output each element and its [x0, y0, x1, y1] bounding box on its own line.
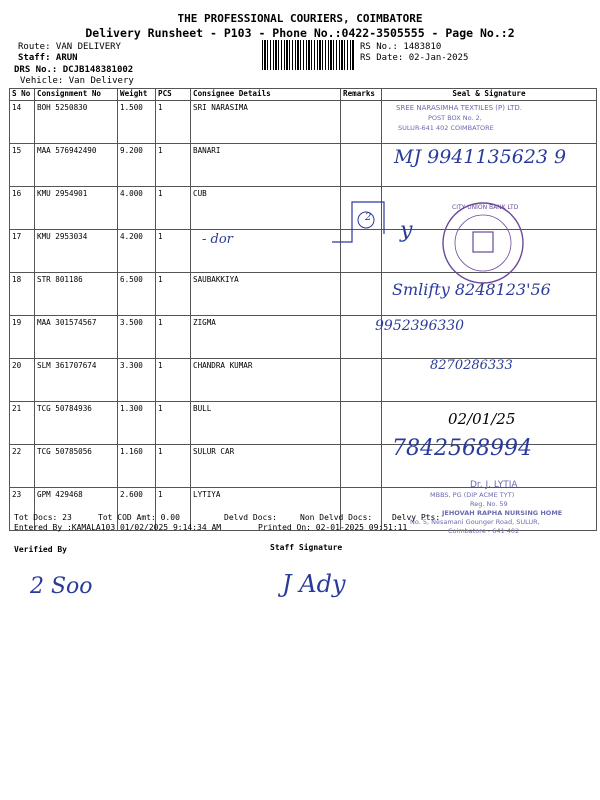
- cell-consignment: BOH 5250830: [35, 101, 118, 144]
- cell-pcs: 1: [156, 488, 191, 531]
- handwritten-signature: Smlifty 8248123'56: [392, 280, 551, 299]
- stamp-text: SREE NARASIMHA TEXTILES (P) LTD.: [396, 104, 523, 112]
- handwritten-check: y: [400, 218, 413, 243]
- cell-weight: 3.300: [118, 359, 156, 402]
- handwritten-phone: 7842568994: [392, 436, 532, 461]
- cell-remarks: [341, 359, 382, 402]
- cell-sno: 17: [10, 230, 35, 273]
- col-seal: Seal & Signature: [382, 89, 597, 101]
- col-pcs: PCS: [156, 89, 191, 101]
- col-remarks: Remarks: [341, 89, 382, 101]
- cell-pcs: 1: [156, 101, 191, 144]
- table-row: [10, 316, 597, 359]
- cell-sno: 20: [10, 359, 35, 402]
- handwritten-date: 02/01/25: [448, 410, 516, 428]
- handwritten-note: - dor: [202, 232, 233, 247]
- verifier-signature: 2 Soo: [30, 574, 93, 599]
- cell-pcs: 1: [156, 402, 191, 445]
- col-consignee: Consignee Details: [191, 89, 341, 101]
- col-sno: S No: [10, 89, 35, 101]
- non-delvd-docs: Non Delvd Docs:: [300, 513, 373, 522]
- cell-consignment: KMU 2954901: [35, 187, 118, 230]
- cell-pcs: 1: [156, 144, 191, 187]
- cell-weight: 4.200: [118, 230, 156, 273]
- cell-weight: 1.500: [118, 101, 156, 144]
- handwritten-signature: MJ 9941135623 9: [394, 146, 567, 168]
- bank-seal-icon: [440, 200, 526, 286]
- stamp-text: Coimbatore - 641 402: [448, 527, 520, 535]
- verified-by-label: Verified By: [14, 545, 67, 554]
- cell-consignment: MAA 576942490: [35, 144, 118, 187]
- staff-signature-label: Staff Signature: [270, 543, 343, 552]
- cell-pcs: 1: [156, 187, 191, 230]
- printed-on: Printed On: 02-01-2025 09:51:11: [258, 523, 408, 532]
- route-info: Route: VAN DELIVERY: [18, 42, 121, 52]
- cell-weight: 1.160: [118, 445, 156, 488]
- cell-weight: 6.500: [118, 273, 156, 316]
- cell-sno: 19: [10, 316, 35, 359]
- cell-weight: 4.000: [118, 187, 156, 230]
- cell-weight: 2.600: [118, 488, 156, 531]
- cell-consignment: TCG 50784936: [35, 402, 118, 445]
- cell-remarks: [341, 402, 382, 445]
- delvd-docs: Delvd Docs:: [224, 513, 277, 522]
- handwritten-mark: [328, 198, 388, 248]
- staff-signature: J Ady: [282, 570, 346, 598]
- cell-consignee: CUB: [191, 187, 341, 230]
- cell-weight: 3.500: [118, 316, 156, 359]
- cell-sno: 14: [10, 101, 35, 144]
- entered-by: Entered By :KAMALA103 01/02/2025 9:14:34 AM: [14, 523, 222, 532]
- stamp-text: POST BOX No. 2,: [428, 114, 482, 122]
- cell-consignee: BULL: [191, 402, 341, 445]
- col-weight: Weight: [118, 89, 156, 101]
- staff-info: Staff: ARUN: [18, 53, 78, 63]
- rs-number: RS No.: 1483810: [360, 42, 442, 52]
- tot-cod: Tot COD Amt: 0.00: [98, 513, 180, 522]
- cell-pcs: 1: [156, 445, 191, 488]
- cell-weight: 1.300: [118, 402, 156, 445]
- cell-consignee: SAUBAKKIYA: [191, 273, 341, 316]
- delvy-pts: Delvy Pts:: [392, 513, 441, 522]
- col-consignment: Consignment No: [35, 89, 118, 101]
- cell-sno: 16: [10, 187, 35, 230]
- handwritten-mark: 2: [365, 212, 372, 223]
- cell-pcs: 1: [156, 316, 191, 359]
- cell-consignee: SRI NARASIMA: [191, 101, 341, 144]
- cell-pcs: 1: [156, 273, 191, 316]
- vehicle-info: Vehicle: Van Delivery: [20, 76, 134, 86]
- cell-consignment: GPM 429468: [35, 488, 118, 531]
- cell-consignment: TCG 50785056: [35, 445, 118, 488]
- cell-remarks: [341, 273, 382, 316]
- cell-consignment: SLM 361707674: [35, 359, 118, 402]
- drs-number: DRS No.: DCJB148381002: [14, 65, 134, 75]
- stamp-text: MBBS, PG (DIP ACME TYT): [430, 491, 515, 499]
- rs-date: RS Date: 02-Jan-2025: [360, 53, 469, 63]
- cell-sno: 15: [10, 144, 35, 187]
- cell-consignee: ZIGMA: [191, 316, 341, 359]
- tot-docs: Tot Docs: 23: [14, 513, 72, 522]
- handwritten-phone: 8270286333: [430, 358, 513, 373]
- company-title: THE PROFESSIONAL COURIERS, COIMBATORE: [177, 12, 423, 25]
- stamp-text: JEHOVAH RAPHA NURSING HOME: [442, 509, 563, 517]
- cell-sno: 21: [10, 402, 35, 445]
- seal-text: CITY UNION BANK LTD: [452, 204, 519, 211]
- cell-sno: 18: [10, 273, 35, 316]
- cell-remarks: [341, 445, 382, 488]
- cell-consignee: CHANDRA KUMAR: [191, 359, 341, 402]
- cell-consignment: STR 801186: [35, 273, 118, 316]
- stamp-text: No. 5, Nesamani Gounger Road, SULUR,: [410, 518, 540, 526]
- cell-pcs: 1: [156, 359, 191, 402]
- cell-consignee: LYTIYA: [191, 488, 341, 531]
- cell-consignee: SULUR CAR: [191, 445, 341, 488]
- cell-sno: 23: [10, 488, 35, 531]
- cell-sno: 22: [10, 445, 35, 488]
- runsheet-title: Delivery Runsheet - P103 - Phone No.:0422-3505555 - Page No.:2: [85, 26, 515, 40]
- stamp-text: SULUR-641 402 COIMBATORE: [398, 124, 494, 132]
- cell-remarks: [341, 101, 382, 144]
- stamp-text: Reg. No. 59: [470, 500, 508, 508]
- cell-consignment: MAA 301574567: [35, 316, 118, 359]
- cell-weight: 9.200: [118, 144, 156, 187]
- cell-remarks: [341, 144, 382, 187]
- handwritten-phone: 9952396330: [375, 318, 465, 334]
- cell-pcs: 1: [156, 230, 191, 273]
- cell-consignee: BANARI: [191, 144, 341, 187]
- table-header-row: [10, 89, 597, 101]
- barcode: [262, 40, 354, 70]
- cell-consignment: KMU 2953034: [35, 230, 118, 273]
- stamp-text: Dr. J. LYTIA: [470, 480, 518, 490]
